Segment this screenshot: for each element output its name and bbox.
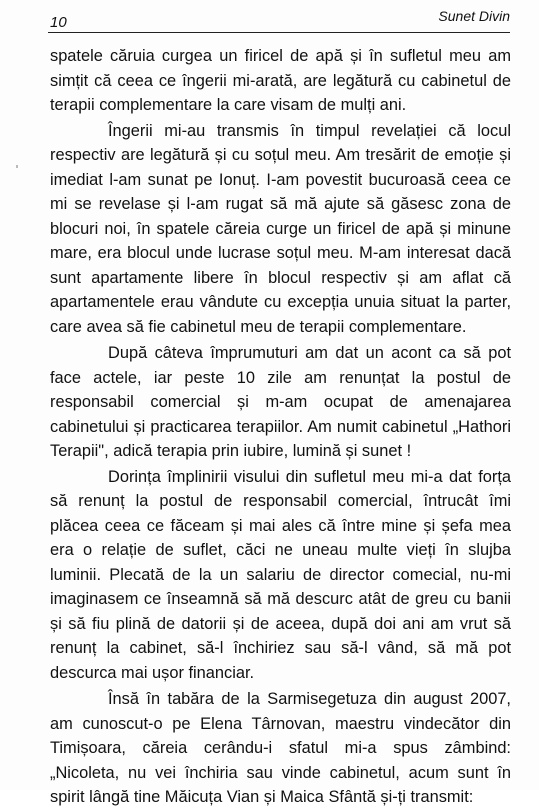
page-header — [48, 8, 510, 33]
paragraph: Îngerii mi-au transmis în timpul revelației că locul respectiv are legătură și cu soțul meu. Am tresărit de emoție și imediat l-am sunat pe Ionuț. I-am povestit bucuroasă ceea ce mi se revelase și l-am rugat să mă ajute să găsesc zona de blocuri noi, în spatele căreia curge un firicel de apă și minune mare, era blocul unde lucrase soțul meu. M-am interesat dacă sunt apartamente libere în blocul respectiv și am aflat că apartamentele erau vândute cu excepția unuia situat la parter, care avea să fie cabinetul meu de terapii complementare. — [50, 121, 511, 336]
running-title: Sunet Divin — [438, 8, 510, 24]
paragraph: După câteva împrumuturi am dat un acont ca să pot face actele, iar peste 10 zile am renunțat la postul de responsabil comercial și m-am ocupat de amenajarea cabinetului și practicarea terapiilor. Am numit cabinetul „Hathori Terapii", adică terapia prin iubire, lumină și sunet ! — [50, 344, 511, 460]
body-text — [50, 44, 511, 810]
scan-speck — [16, 165, 18, 168]
page-number: 10 — [50, 14, 67, 31]
paragraph: Dorința împlinirii visului din sufletul meu mi-a dat forța să renunț la postul de responsabil comercial, întrucât îmi plăcea ceea ce făceam și mai ales că între mine și șefa mea era o relație de suflet, căci ne uneau multe vieți în slujba luminii. Plecată de la un salariu de director comecial, nu-mi imaginasem ce înseamnă să mă descurc atât de greu cu banii și să fiu plină de datorii și de aceea, după doi ani am vrut să renunț la cabinet, să-l închiriez sau să-l vând, să mă pot descurca mai ușor financiar. — [50, 467, 511, 682]
paragraph: Însă în tabăra de la Sarmisegetuza din august 2007, am cunoscut-o pe Elena Târnovan, maestru vindecător din Timișoara, căreia cerându-i sfatul mi-a spus zâmbind: „Nicoleta, nu vei închiria sau vinde cabinetul, acum sunt în spirit lângă tine Măicuța Vian și Maica Sfântă și-ți transmit: — [50, 690, 511, 806]
paragraph-continued: spatele căruia curgea un firicel de apă și în sufletul meu am simțit că ceea ce îngerii mi-arată, are legătură cu cabinetul de terapii complementare la care visam de mulți ani. — [50, 47, 511, 114]
